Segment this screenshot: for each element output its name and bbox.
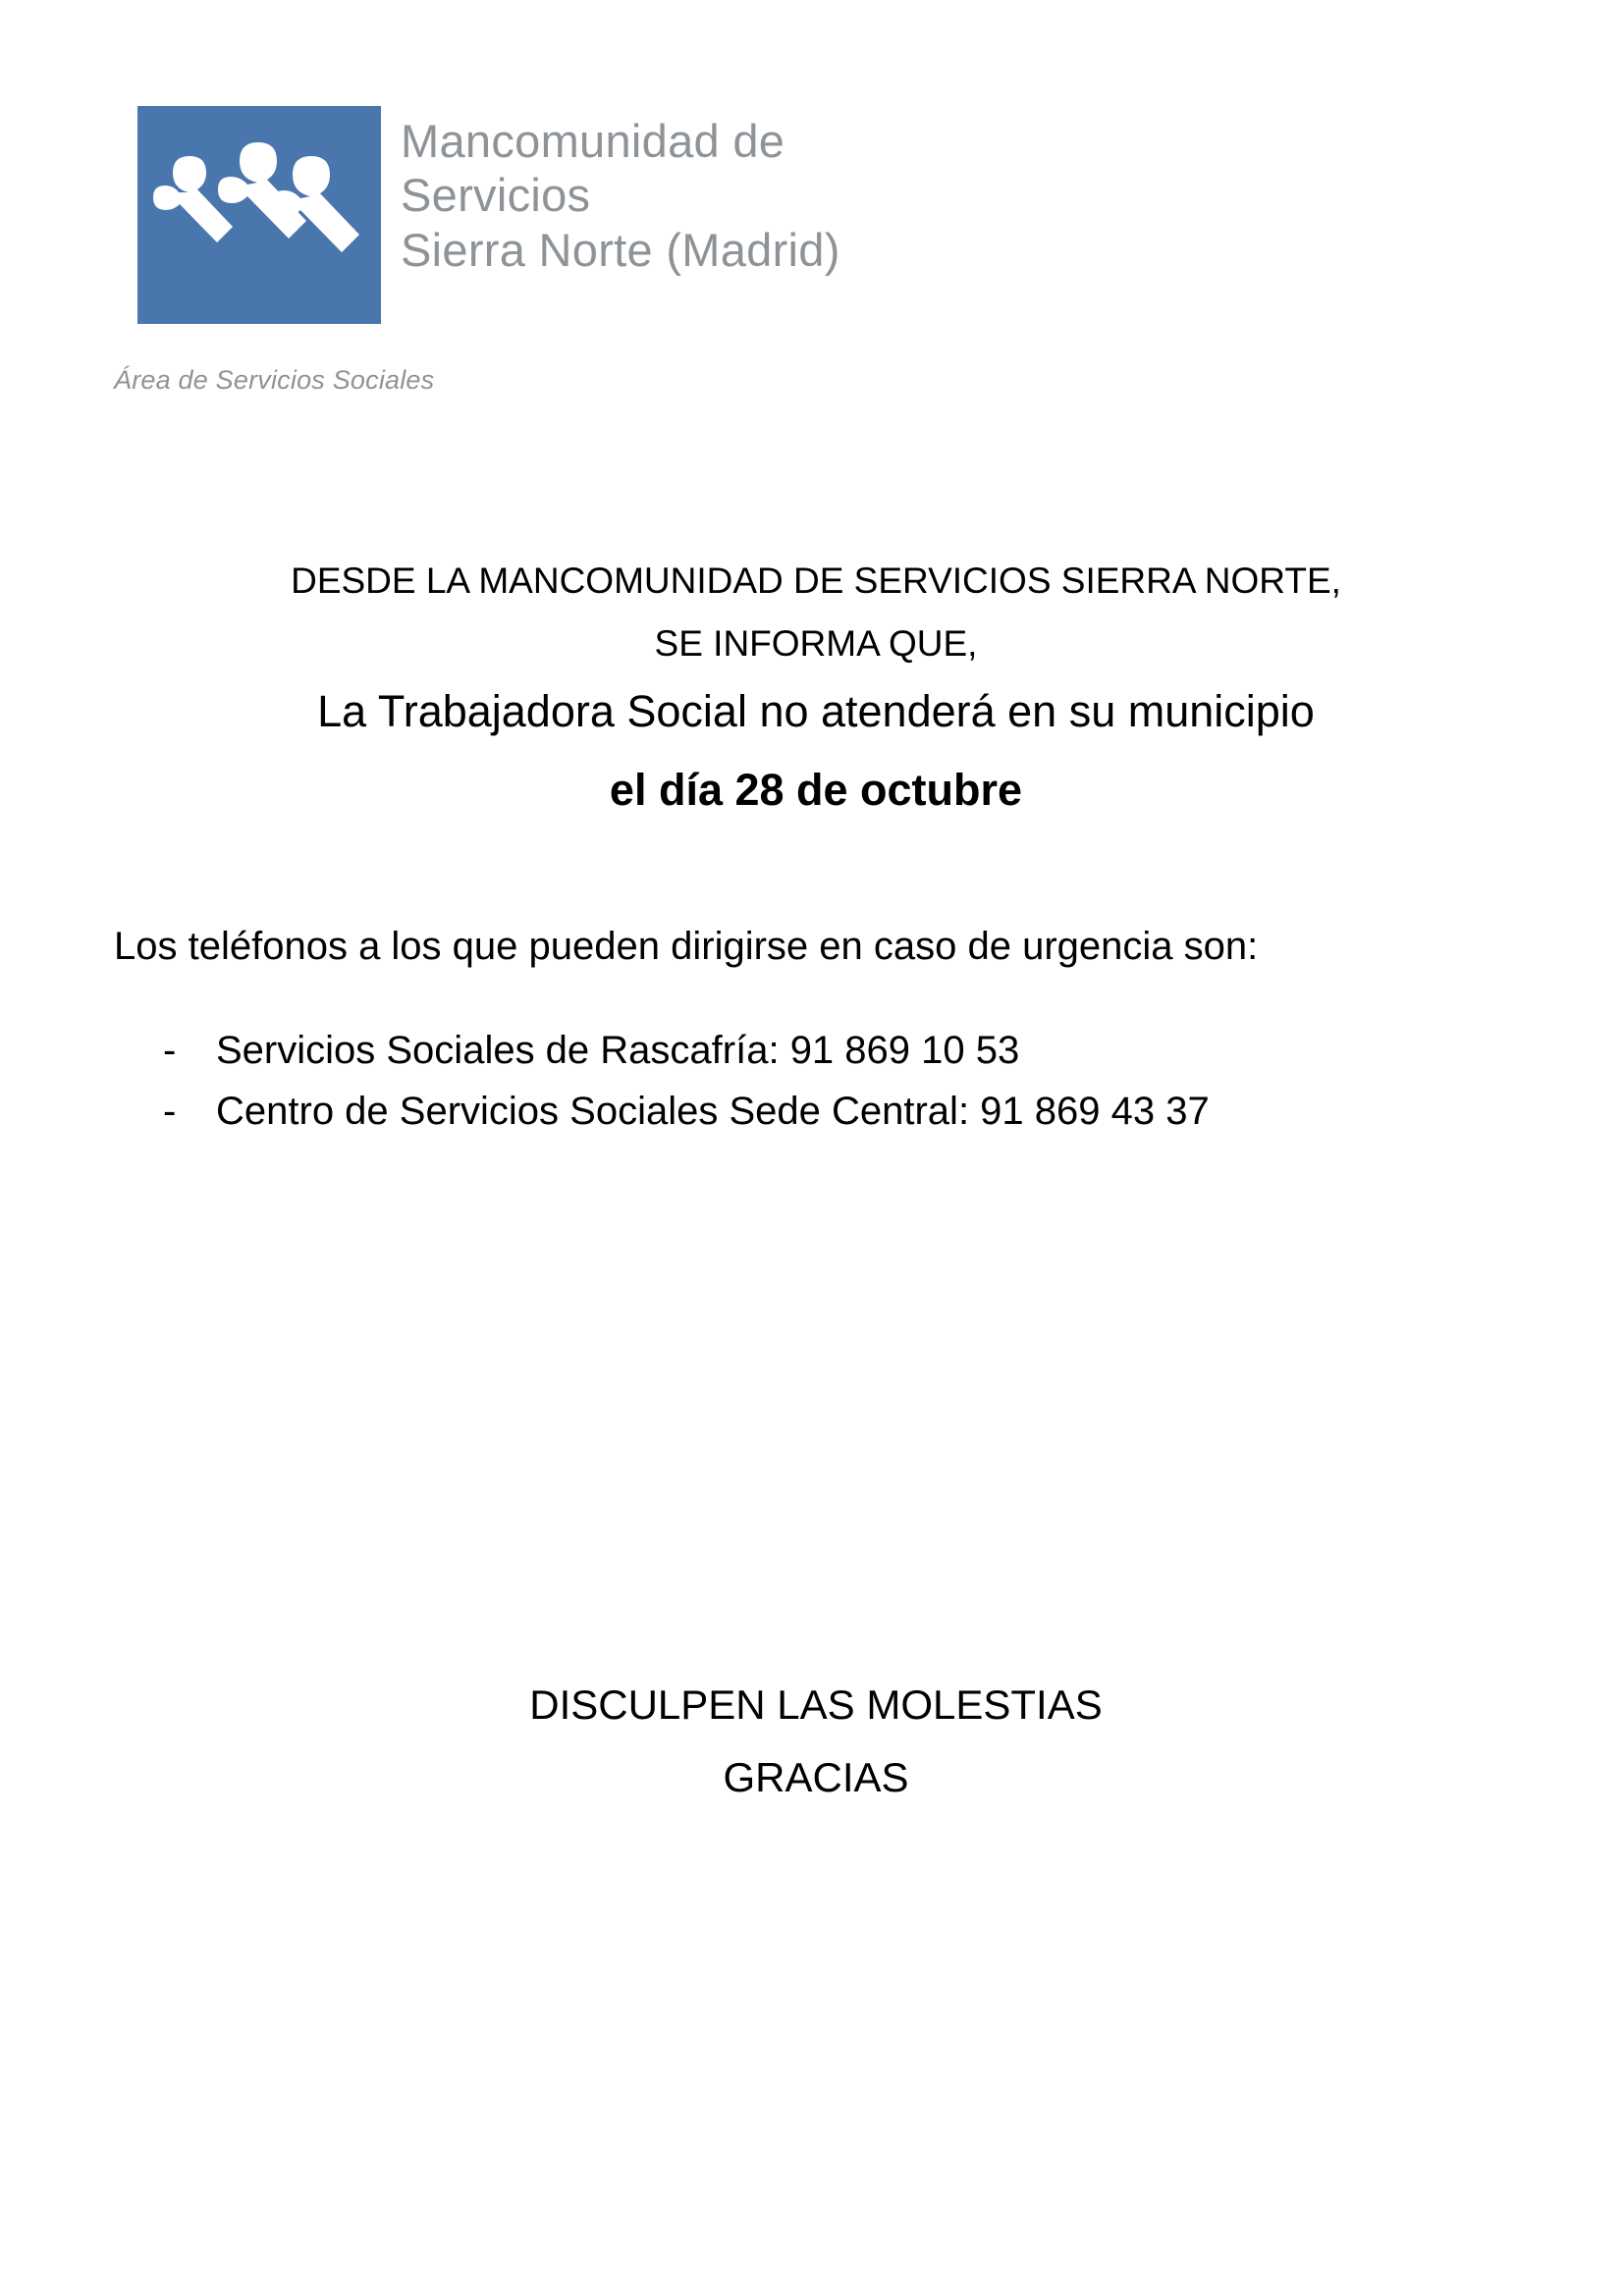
department-subtitle: Área de Servicios Sociales [114, 365, 435, 395]
closing-line-2: GRACIAS [723, 1753, 909, 1800]
mancomunidad-logo-icon [137, 106, 393, 332]
logo-people-figures-icon [137, 106, 393, 332]
contact-text: Servicios Sociales de Rascafría: 91 869 10 53 [216, 1028, 1020, 1072]
closing-line-1: DISCULPEN LAS MOLESTIAS [529, 1682, 1103, 1728]
notice-body [114, 550, 1518, 1157]
logo-line-3: Sierra Norte (Madrid) [401, 223, 840, 276]
notice-line-1: DESDE LA MANCOMUNIDAD DE SERVICIOS SIERRA NORTE, [291, 561, 1341, 601]
list-bullet-dash: - [163, 1089, 177, 1133]
notice-line-2: SE INFORMA QUE, [654, 622, 978, 664]
notice-date-line: el día 28 de octubre [609, 764, 1023, 815]
list-item [163, 1020, 1518, 1081]
spacer [114, 829, 1518, 916]
urgency-paragraph: Los teléfonos a los que pueden dirigirse en caso de urgencia son: [114, 924, 1259, 968]
logo-line-1: Mancomunidad de [401, 115, 785, 167]
contact-text: Centro de Servicios Sociales Sede Central: 91 869 43 37 [216, 1089, 1210, 1133]
logo-line-2: Servicios [401, 169, 591, 222]
list-bullet-dash: - [163, 1028, 177, 1072]
document-header [137, 106, 1316, 391]
closing-block [114, 1669, 1518, 1813]
contact-list [114, 1020, 1518, 1142]
logo-wordmark [401, 114, 1284, 277]
notice-line-3: La Trabajadora Social no atenderá en su municipio [317, 686, 1315, 737]
list-item [163, 1081, 1518, 1142]
